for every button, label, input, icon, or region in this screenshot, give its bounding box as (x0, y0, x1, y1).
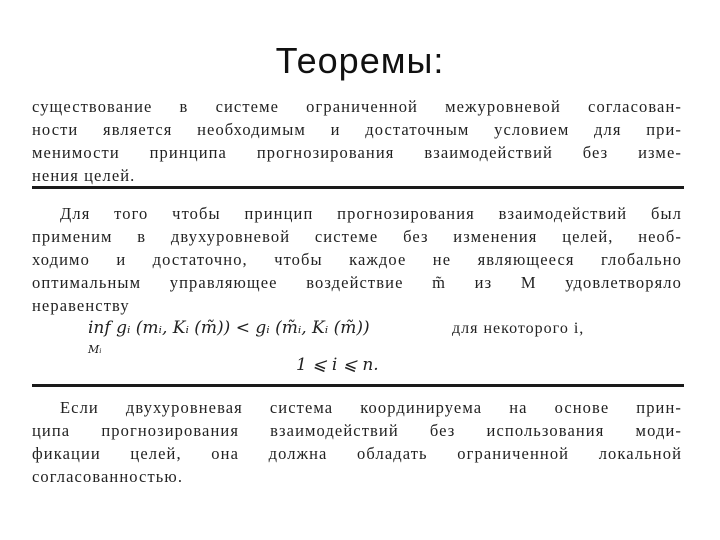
text-line: Если двухуровневая система координируема на основе прин- (60, 398, 682, 417)
text-line: согласованностью. (32, 467, 184, 486)
text-line: ципа прогнозирования взаимодействий без использования моди- (32, 421, 682, 440)
text-line: Для того чтобы принцип прогнозирования взаимодействий был (60, 204, 682, 223)
text-line: нения целей. (32, 166, 136, 185)
text-line: ности является необходимым и достаточным условием для при- (32, 120, 682, 139)
text-line: существование в системе ограниченной межуровневой согласован- (32, 97, 682, 116)
theorem-1-text (32, 95, 682, 187)
text-line: менимости принципа прогнозирования взаимодействий без изме- (32, 143, 682, 162)
text-line: неравенству (32, 296, 130, 315)
divider-rule (32, 186, 684, 189)
slide-title: Теоремы: (275, 40, 445, 81)
theorem-2-text (32, 202, 682, 317)
formula-subscript: Mᵢ (88, 343, 102, 356)
divider-rule (32, 384, 684, 387)
text-line: фикации целей, она должна обладать ограниченной локальной (32, 444, 682, 463)
text-line: ходимо и достаточно, чтобы каждое не являющееся глобально (32, 250, 682, 269)
text-line: применим в двухуровневой системе без изменения целей, необ- (32, 227, 682, 246)
index-range: 1 ⩽ i ⩽ n. (296, 355, 379, 375)
text-line: оптимальным управляющее воздействие m̃ из M удовлетворяло (32, 273, 682, 292)
inequality-formula: inf gᵢ (mᵢ, Kᵢ (m̃)) < gᵢ (m̃ᵢ, Kᵢ (m̃)) (88, 318, 370, 338)
theorem-3-text (32, 396, 682, 488)
formula-condition: для некоторого i, (452, 320, 585, 337)
